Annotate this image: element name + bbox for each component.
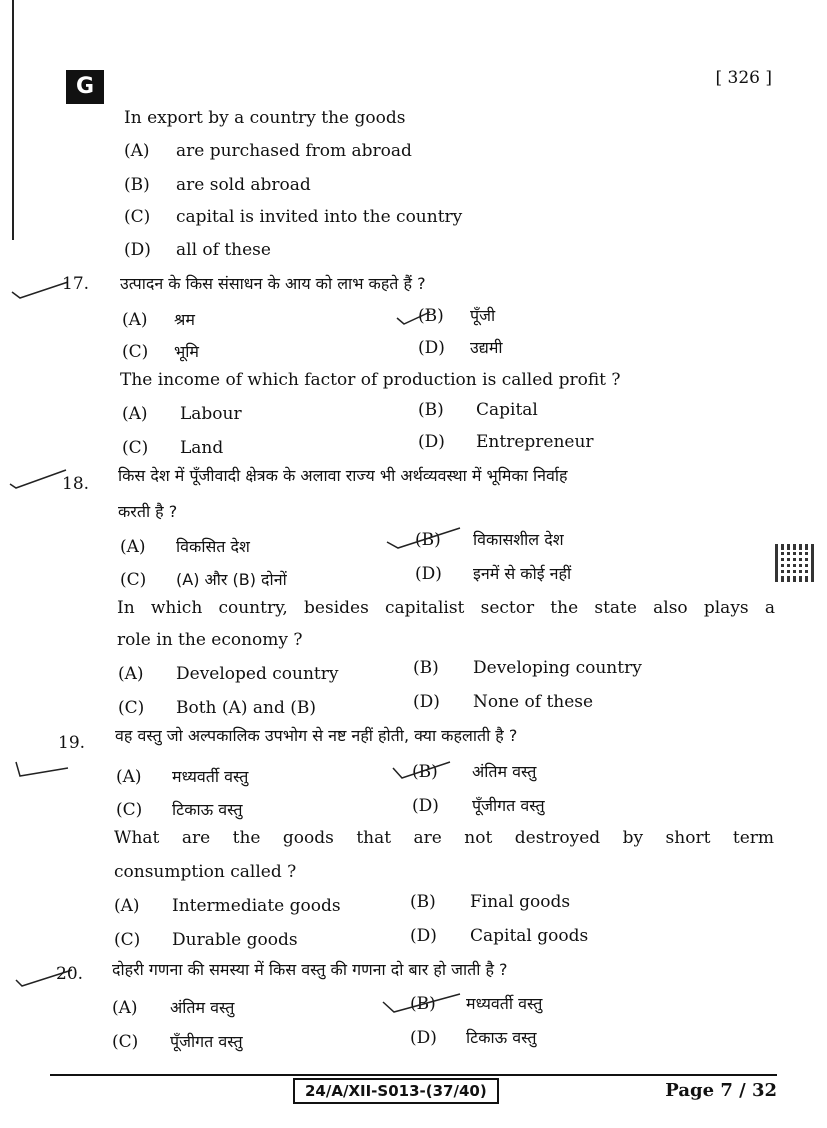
q19-question-english-line1: What are the goods that are not destroyed by short term: [114, 828, 774, 848]
q18-hi-option-b[interactable]: (B) विकासशील देश: [415, 530, 564, 550]
margin-line: [12, 0, 14, 240]
q17-hi-option-d[interactable]: (D) उद्यमी: [418, 338, 503, 358]
q18-question-hindi-line1: किस देश में पूँजीवादी क्षेत्रक के अलावा राज्य भी अर्थव्यवस्था में भूमिका निर्वाह: [118, 466, 568, 485]
q20-hi-option-b[interactable]: (B) मध्यवर्ती वस्तु: [410, 994, 543, 1014]
q19-question-english-line2: consumption called ?: [114, 862, 297, 882]
footer-paper-code: 24/A/XII-S013-(37/40): [293, 1078, 499, 1104]
q19-en-option-d[interactable]: (D) Capital goods: [410, 926, 589, 946]
answer-tick-icon: [382, 992, 462, 1016]
q17-en-option-b[interactable]: (B) Capital: [418, 400, 538, 420]
answer-tick-icon: [386, 526, 462, 552]
check-mark-icon: [14, 758, 70, 784]
q18-question-hindi-line2: करती है ?: [118, 502, 178, 521]
q17-en-option-c[interactable]: (C) Land: [122, 438, 224, 458]
q17-hi-option-b[interactable]: (B) पूँजी: [418, 306, 496, 326]
qr-code-icon: [775, 544, 815, 582]
check-mark-icon: [8, 466, 68, 492]
q17-question-hindi: उत्पादन के किस संसाधन के आय को लाभ कहते हैं ?: [120, 274, 426, 293]
q16-question: In export by a country the goods: [124, 108, 406, 128]
q19-en-option-a[interactable]: (A) Intermediate goods: [114, 896, 341, 916]
q18-en-option-a[interactable]: (A) Developed country: [118, 664, 339, 684]
q17-en-option-a[interactable]: (A) Labour: [122, 404, 242, 424]
footer-divider: [50, 1074, 777, 1076]
q19-hi-option-a[interactable]: (A) मध्यवर्ती वस्तु: [116, 767, 249, 787]
q16-option-b[interactable]: (B) are sold abroad: [124, 175, 311, 195]
q18-hi-option-d[interactable]: (D) इनमें से कोई नहीं: [415, 564, 572, 584]
page-number: Page 7 / 32: [665, 1080, 777, 1101]
q18-number: 18.: [62, 474, 90, 494]
answer-tick-icon: [396, 310, 432, 328]
q20-number: 20.: [56, 964, 84, 984]
q16-option-c[interactable]: (C) capital is invited into the country: [124, 207, 463, 227]
q18-en-option-d[interactable]: (D) None of these: [413, 692, 594, 712]
q17-number: 17.: [62, 274, 90, 294]
q18-en-option-b[interactable]: (B) Developing country: [413, 658, 642, 678]
q18-hi-option-a[interactable]: (A) विकसित देश: [120, 537, 250, 557]
q18-question-english-line2: role in the economy ?: [117, 630, 303, 650]
q18-question-english-line1: In which country, besides capitalist sector the state also plays a: [117, 598, 775, 618]
q16-option-d[interactable]: (D) all of these: [124, 240, 271, 260]
q20-hi-option-c[interactable]: (C) पूँजीगत वस्तु: [112, 1032, 243, 1052]
q16-option-a[interactable]: (A) are purchased from abroad: [124, 141, 412, 161]
check-mark-icon: [10, 276, 70, 300]
q20-hi-option-a[interactable]: (A) अंतिम वस्तु: [112, 998, 235, 1018]
q19-en-option-c[interactable]: (C) Durable goods: [114, 930, 298, 950]
q17-question-english: The income of which factor of production is called profit ?: [120, 370, 621, 390]
q19-en-option-b[interactable]: (B) Final goods: [410, 892, 571, 912]
set-badge: G: [66, 70, 104, 104]
q20-question-hindi: दोहरी गणना की समस्या में किस वस्तु की गणना दो बार हो जाती है ?: [112, 960, 508, 979]
q19-hi-option-d[interactable]: (D) पूँजीगत वस्तु: [412, 796, 545, 816]
q17-hi-option-a[interactable]: (A) श्रम: [122, 310, 195, 330]
answer-tick-icon: [392, 760, 452, 782]
q19-question-hindi: वह वस्तु जो अल्पकालिक उपभोग से नष्ट नहीं होती, क्या कहलाती है ?: [115, 726, 518, 745]
q17-en-option-d[interactable]: (D) Entrepreneur: [418, 432, 594, 452]
q19-hi-option-c[interactable]: (C) टिकाऊ वस्तु: [116, 800, 243, 820]
paper-code: [ 326 ]: [715, 68, 772, 88]
q18-hi-option-c[interactable]: (C) (A) और (B) दोनों: [120, 570, 287, 590]
q19-number: 19.: [58, 733, 86, 753]
q19-hi-option-b[interactable]: (B) अंतिम वस्तु: [412, 762, 537, 782]
q20-hi-option-d[interactable]: (D) टिकाऊ वस्तु: [410, 1028, 537, 1048]
q17-hi-option-c[interactable]: (C) भूमि: [122, 342, 199, 362]
q18-en-option-c[interactable]: (C) Both (A) and (B): [118, 698, 316, 718]
